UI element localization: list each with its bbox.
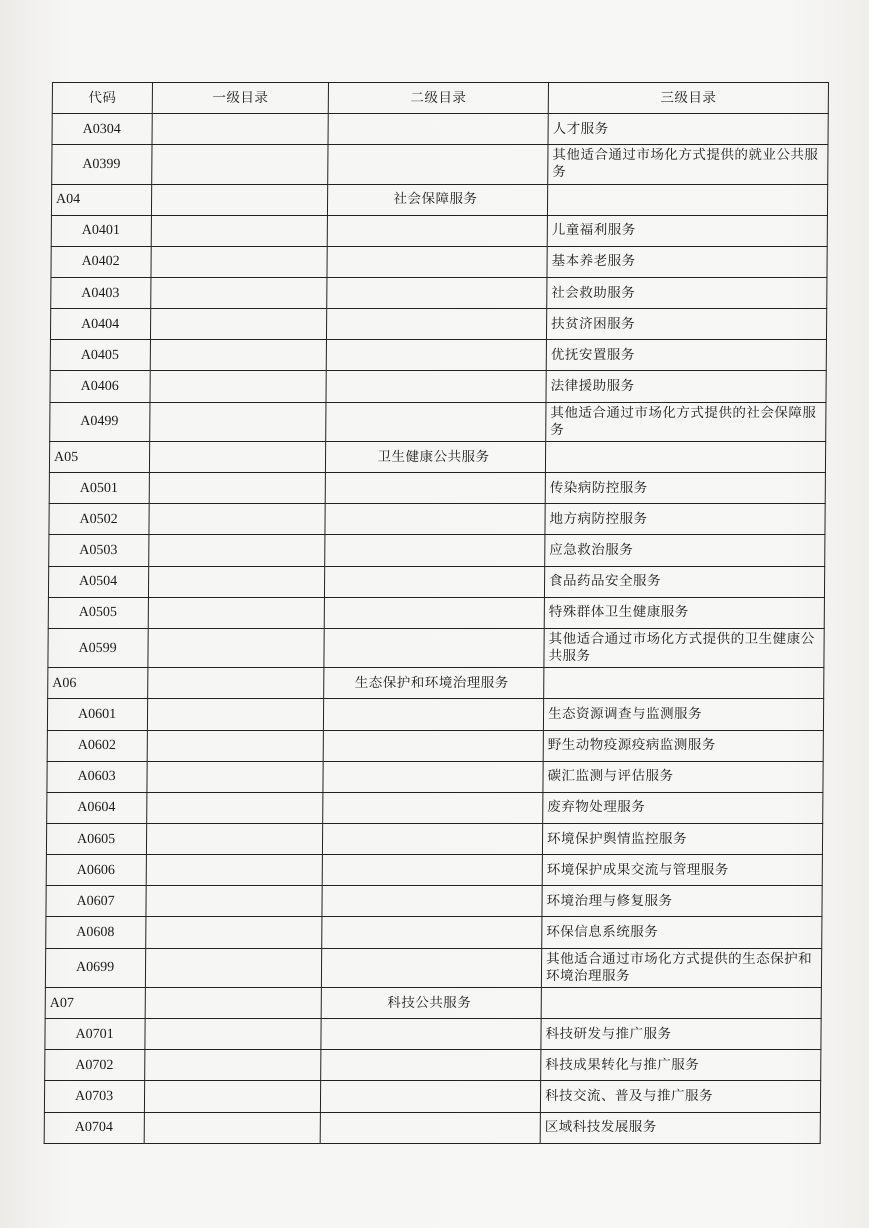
row-level2	[320, 1081, 540, 1112]
row-level3: 地方病防控服务	[545, 504, 825, 535]
row-level3: 社会救助服务	[547, 278, 827, 309]
row-level3: 优抚安置服务	[546, 340, 826, 371]
table-row	[46, 886, 822, 917]
row-code: A0604	[47, 792, 147, 823]
row-level3: 环境治理与修复服务	[542, 886, 822, 917]
table-row	[44, 1081, 820, 1112]
row-level3: 野生动物疫源疫病监测服务	[543, 730, 823, 761]
row-level1	[145, 1050, 321, 1081]
row-level2	[323, 761, 543, 792]
row-level2	[321, 1050, 541, 1081]
row-code: A0405	[50, 340, 150, 371]
row-level1	[146, 855, 322, 886]
row-level3: 生态资源调查与监测服务	[543, 699, 823, 730]
row-code: A0504	[48, 566, 148, 597]
table-row	[45, 988, 821, 1019]
table-row	[47, 699, 823, 730]
row-level2	[327, 246, 547, 277]
row-level1	[146, 886, 322, 917]
row-code: A0601	[47, 699, 147, 730]
row-code: A0502	[49, 504, 149, 535]
row-code: A0401	[51, 215, 151, 246]
table-row	[46, 824, 822, 855]
table-row	[51, 184, 827, 215]
row-level3: 科技交流、普及与推广服务	[540, 1081, 820, 1112]
row-code: A0599	[48, 628, 148, 667]
table-row	[46, 855, 822, 886]
table-row	[50, 402, 826, 441]
catalog-table-container	[44, 82, 828, 1144]
row-level3: 科技研发与推广服务	[541, 1019, 821, 1050]
row-level2	[325, 504, 545, 535]
row-code: A0404	[50, 309, 150, 340]
row-level3: 人才服务	[548, 114, 828, 145]
table-row	[51, 278, 827, 309]
row-code: A0406	[50, 371, 150, 402]
table-row	[49, 442, 825, 473]
table-row	[49, 473, 825, 504]
row-level3: 特殊群体卫生健康服务	[544, 597, 824, 628]
row-level2	[323, 792, 543, 823]
row-level1	[150, 309, 326, 340]
row-code: A07	[45, 988, 145, 1019]
row-level2	[320, 1112, 540, 1143]
row-code: A0699	[45, 948, 145, 987]
row-code: A0399	[52, 145, 152, 184]
row-level1	[152, 114, 328, 145]
row-level3: 科技成果转化与推广服务	[541, 1050, 821, 1081]
row-level1	[150, 371, 326, 402]
table-row	[49, 504, 825, 535]
row-code: A0403	[51, 278, 151, 309]
row-level2	[326, 309, 546, 340]
row-level2	[323, 699, 543, 730]
row-level2	[328, 145, 548, 184]
row-level3	[541, 988, 821, 1019]
row-level2	[324, 597, 544, 628]
row-code: A0701	[45, 1019, 145, 1050]
row-level2: 科技公共服务	[321, 988, 541, 1019]
row-level3: 环境保护成果交流与管理服务	[542, 855, 822, 886]
row-level3: 法律援助服务	[546, 371, 826, 402]
row-level1	[146, 917, 322, 948]
row-code: A0704	[44, 1112, 144, 1143]
row-level3	[544, 668, 824, 699]
row-level3: 环保信息系统服务	[542, 917, 822, 948]
row-level1	[147, 761, 323, 792]
row-level1	[149, 504, 325, 535]
table-row	[52, 145, 828, 184]
row-level3: 儿童福利服务	[547, 215, 827, 246]
row-code: A0602	[47, 730, 147, 761]
row-level2	[322, 917, 542, 948]
row-level3: 应急救治服务	[545, 535, 825, 566]
row-level3: 扶贫济困服务	[546, 309, 826, 340]
row-level1	[146, 824, 322, 855]
row-level1	[151, 246, 327, 277]
row-level2: 卫生健康公共服务	[325, 442, 545, 473]
table-row	[47, 792, 823, 823]
row-level1	[148, 597, 324, 628]
row-level2	[322, 886, 542, 917]
row-level2	[326, 402, 546, 441]
table-row	[48, 668, 824, 699]
table-row	[52, 114, 828, 145]
table-row	[50, 340, 826, 371]
row-code: A06	[48, 668, 148, 699]
row-code: A0702	[45, 1050, 145, 1081]
table-row	[47, 761, 823, 792]
row-level1	[151, 278, 327, 309]
row-level1	[150, 340, 326, 371]
row-level3	[545, 442, 825, 473]
row-level1	[149, 473, 325, 504]
row-level3: 废弃物处理服务	[543, 792, 823, 823]
row-level3: 其他适合通过市场化方式提供的就业公共服务	[548, 145, 828, 184]
row-level2	[326, 371, 546, 402]
row-level1	[147, 792, 323, 823]
row-level2: 生态保护和环境治理服务	[324, 668, 544, 699]
row-level1	[145, 948, 321, 987]
row-level3: 其他适合通过市场化方式提供的卫生健康公共服务	[544, 628, 824, 667]
row-code: A04	[51, 184, 151, 215]
row-level2	[322, 855, 542, 886]
row-level2	[328, 114, 548, 145]
row-level3: 食品药品安全服务	[544, 566, 824, 597]
row-level2	[324, 566, 544, 597]
catalog-table	[44, 82, 829, 1144]
row-level2	[326, 340, 546, 371]
row-level2	[327, 278, 547, 309]
row-level1	[148, 566, 324, 597]
table-row	[47, 730, 823, 761]
row-level1	[151, 215, 327, 246]
row-code: A05	[49, 442, 149, 473]
row-level2	[324, 628, 544, 667]
row-level1	[149, 442, 325, 473]
row-code: A0605	[46, 824, 146, 855]
row-level3: 其他适合通过市场化方式提供的生态保护和环境治理服务	[541, 948, 821, 987]
table-row	[51, 215, 827, 246]
row-level3: 基本养老服务	[547, 246, 827, 277]
table-row	[45, 948, 821, 987]
row-level3: 区域科技发展服务	[540, 1112, 820, 1143]
row-level2	[323, 730, 543, 761]
row-level1	[144, 1112, 320, 1143]
table-row	[51, 246, 827, 277]
row-level3: 环境保护舆情监控服务	[542, 824, 822, 855]
table-row	[45, 1019, 821, 1050]
row-level2	[327, 215, 547, 246]
table-row	[46, 917, 822, 948]
row-code: A0703	[44, 1081, 144, 1112]
row-level1	[144, 1081, 320, 1112]
row-code: A0606	[46, 855, 146, 886]
row-level3	[547, 184, 827, 215]
header-code: 代码	[52, 83, 152, 114]
row-level2	[325, 473, 545, 504]
row-level1	[145, 1019, 321, 1050]
row-code: A0607	[46, 886, 146, 917]
row-level2	[322, 824, 542, 855]
header-level3: 三级目录	[548, 83, 828, 114]
row-code: A0505	[48, 597, 148, 628]
table-header-row	[52, 83, 828, 114]
row-level1	[147, 730, 323, 761]
row-level1	[151, 184, 327, 215]
row-level2	[325, 535, 545, 566]
table-row	[48, 597, 824, 628]
row-level2	[321, 948, 541, 987]
table-row	[44, 1112, 820, 1143]
row-level1	[148, 668, 324, 699]
row-level2	[321, 1019, 541, 1050]
row-level3: 其他适合通过市场化方式提供的社会保障服务	[546, 402, 826, 441]
row-code: A0603	[47, 761, 147, 792]
row-code: A0503	[49, 535, 149, 566]
header-level1: 一级目录	[152, 83, 328, 114]
row-level3: 碳汇监测与评估服务	[543, 761, 823, 792]
row-level1	[150, 402, 326, 441]
row-level1	[148, 628, 324, 667]
header-level2: 二级目录	[328, 83, 548, 114]
row-level3: 传染病防控服务	[545, 473, 825, 504]
row-level1	[145, 988, 321, 1019]
row-level1	[152, 145, 328, 184]
table-row	[48, 566, 824, 597]
table-row	[49, 535, 825, 566]
table-row	[48, 628, 824, 667]
row-code: A0304	[52, 114, 152, 145]
table-row	[45, 1050, 821, 1081]
row-code: A0402	[51, 246, 151, 277]
row-code: A0608	[46, 917, 146, 948]
table-row	[50, 309, 826, 340]
table-row	[50, 371, 826, 402]
row-level1	[149, 535, 325, 566]
row-level1	[147, 699, 323, 730]
row-code: A0499	[50, 402, 150, 441]
row-level2: 社会保障服务	[327, 184, 547, 215]
row-code: A0501	[49, 473, 149, 504]
